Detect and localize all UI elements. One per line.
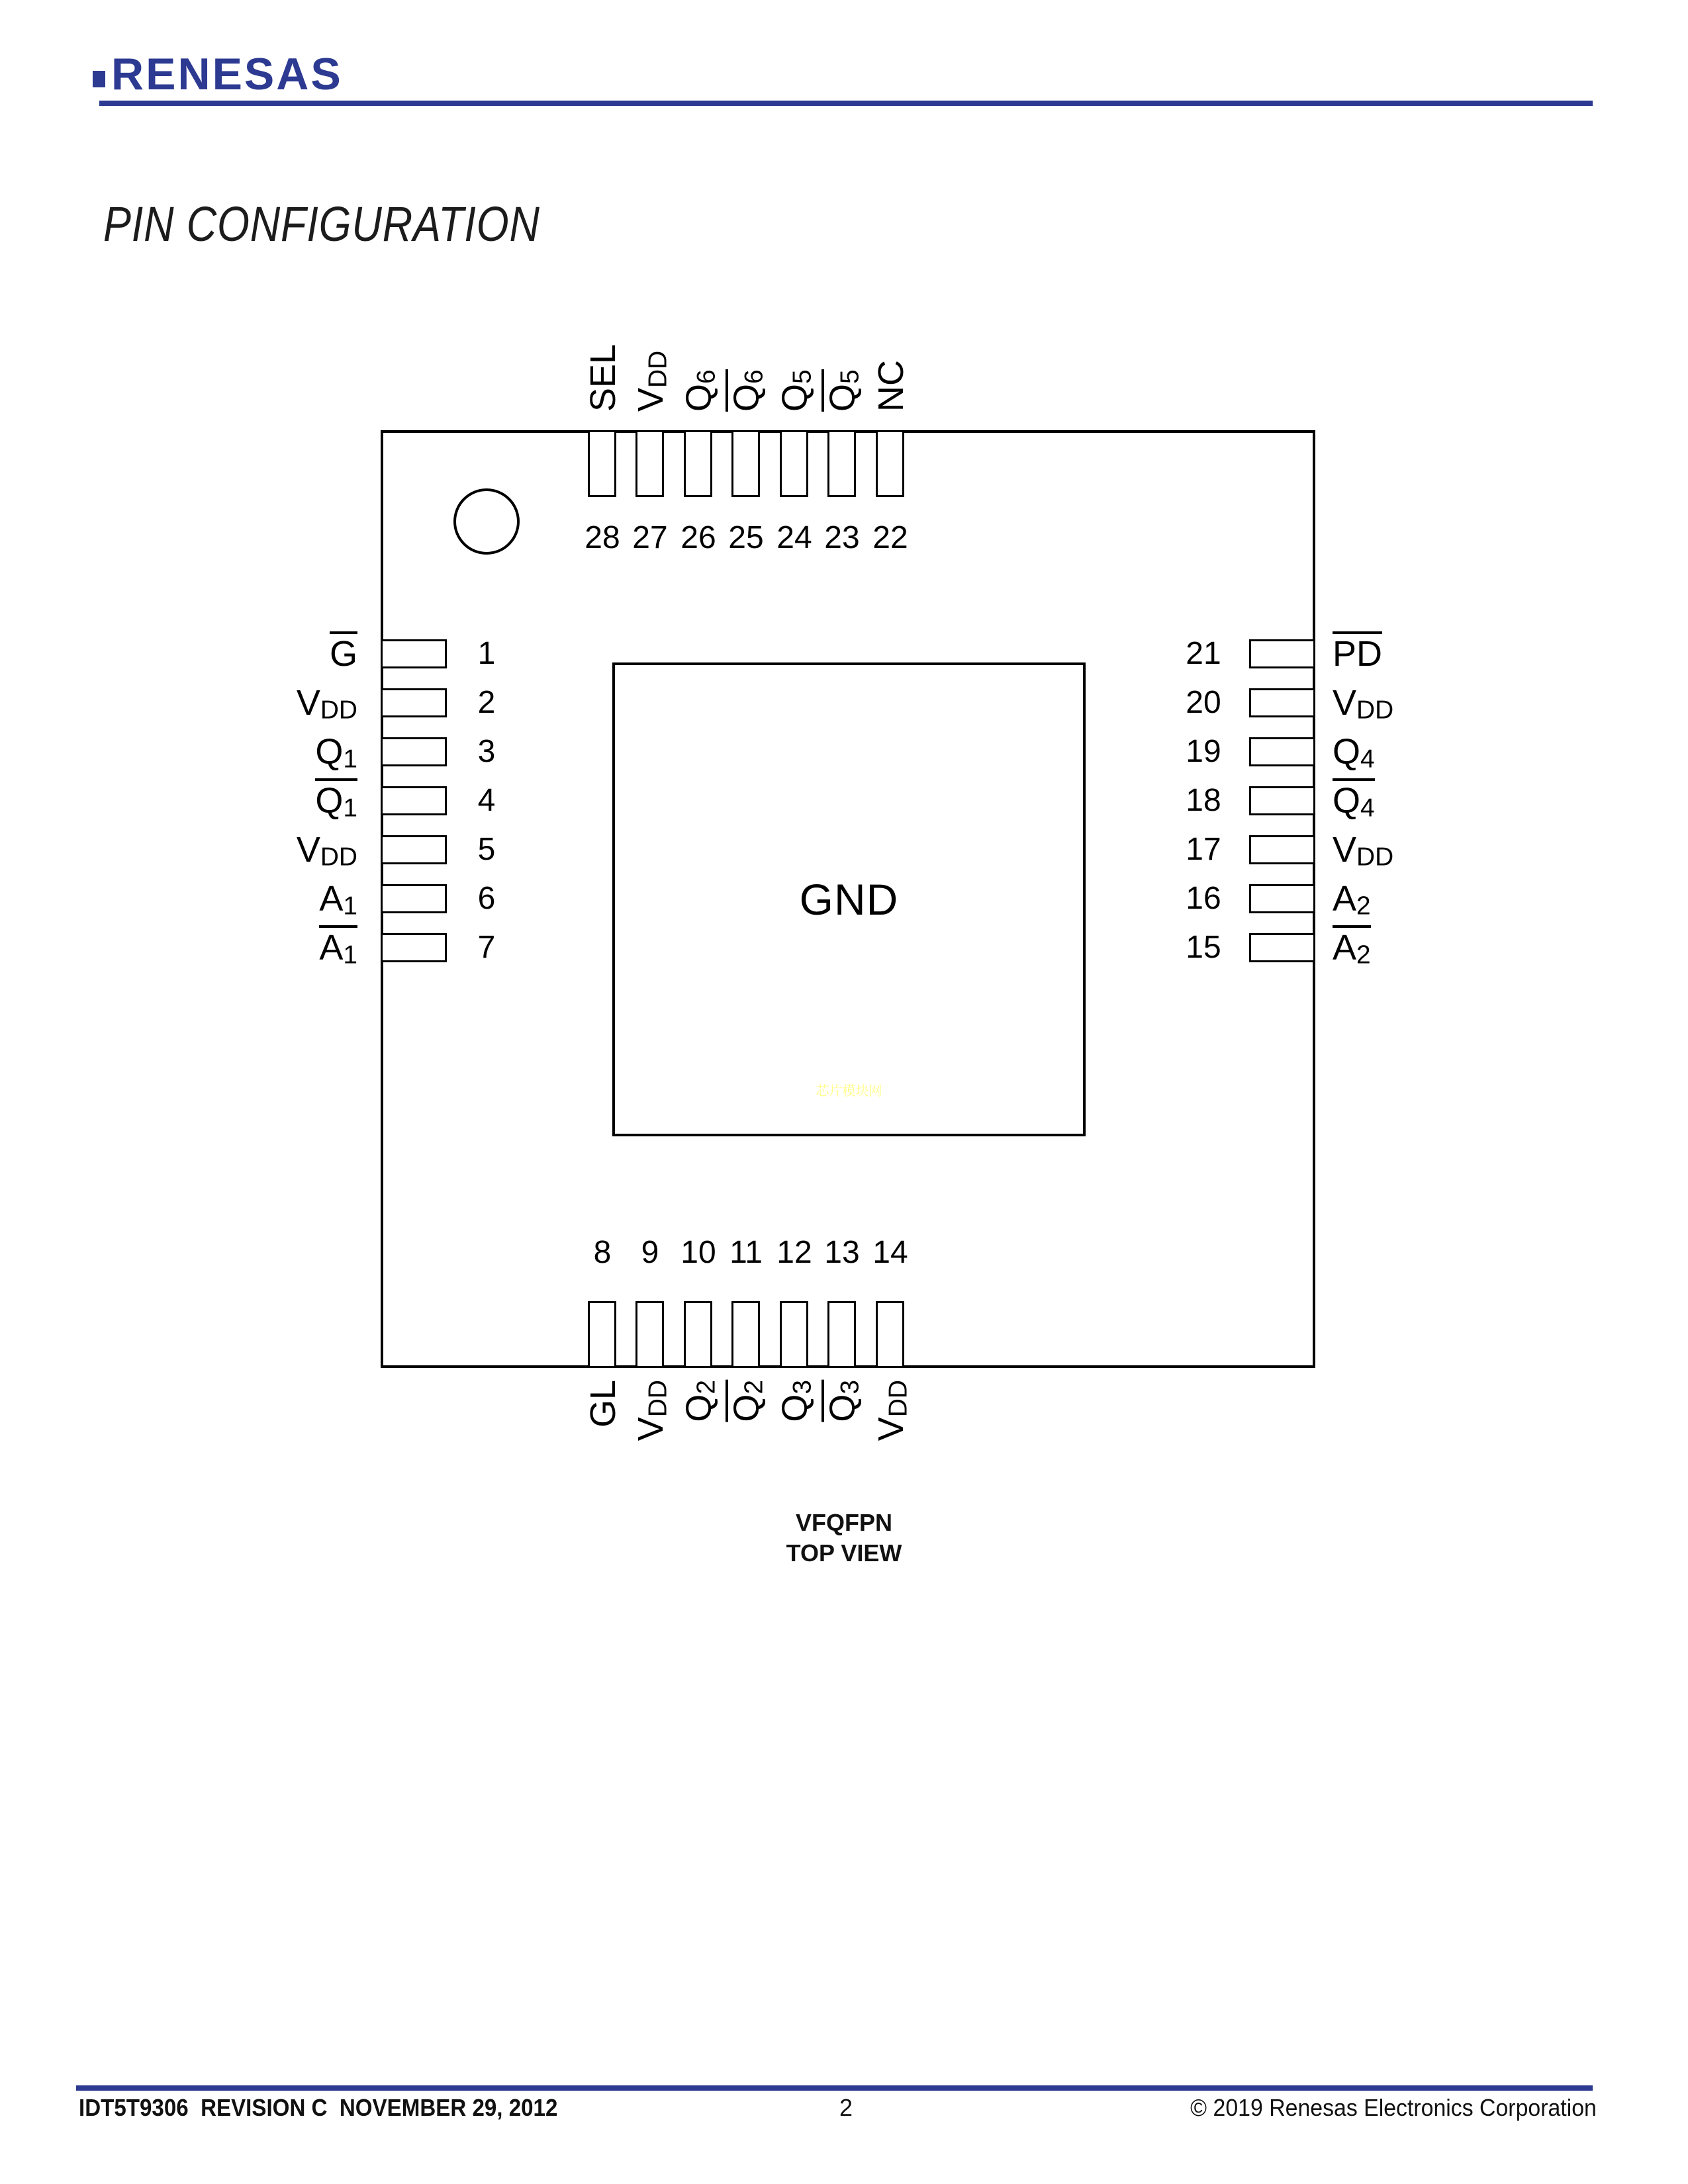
pin-label-20: $V_{DD}$ (1333, 683, 1394, 725)
pin-box-12 (780, 1301, 808, 1368)
pin-box-15 (1249, 933, 1315, 962)
pin-label-1: G (329, 634, 357, 674)
pin-box-13 (827, 1301, 856, 1368)
pin-label-11: $Q_2$ (727, 1380, 769, 1422)
pin-number-3: 3 (477, 734, 496, 769)
pin-number-22: 22 (872, 520, 908, 555)
pin-number-13: 13 (824, 1235, 860, 1270)
pin-box-4 (381, 786, 447, 815)
pin-number-27: 27 (632, 520, 668, 555)
pin-label-24: $Q_5$ (775, 369, 817, 412)
footer-rule (76, 2085, 1593, 2091)
pin-number-16: 16 (1186, 881, 1221, 916)
pin-box-3 (381, 737, 447, 766)
pin-box-24 (780, 430, 808, 497)
pin-label-14: $V_{DD}$ (871, 1380, 913, 1441)
exposed-pad-outline (612, 662, 1086, 1136)
pin-number-18: 18 (1186, 783, 1221, 818)
pin-box-16 (1249, 884, 1315, 913)
pin-box-27 (635, 430, 664, 497)
pin-box-9 (635, 1301, 664, 1368)
logo-mark-icon (93, 71, 105, 87)
pin1-indicator-circle (453, 488, 520, 555)
pin-box-14 (876, 1301, 904, 1368)
pin-label-7: $A_1$ (319, 928, 357, 970)
header-rule (99, 101, 1593, 106)
pin-box-6 (381, 884, 447, 913)
pin-label-28: SEL (583, 343, 623, 412)
pin-number-11: 11 (729, 1235, 763, 1270)
pin-label-16: $A_2$ (1333, 879, 1371, 921)
pin-number-9: 9 (641, 1235, 659, 1270)
pin-label-23: $Q_5$ (823, 369, 865, 412)
pin-number-24: 24 (776, 520, 812, 555)
pin-number-15: 15 (1186, 930, 1221, 965)
pin-label-8: GL (583, 1380, 623, 1428)
pin-number-17: 17 (1186, 832, 1221, 867)
pin-number-12: 12 (776, 1235, 812, 1270)
pin-box-25 (731, 430, 760, 497)
pin-label-12: $Q_3$ (775, 1380, 817, 1422)
pin-number-14: 14 (872, 1235, 908, 1270)
pin-label-4: $Q_1$ (315, 781, 357, 823)
logo-text: RENESAS (111, 49, 343, 99)
package-name: VFQFPN (795, 1509, 892, 1536)
pin-box-26 (684, 430, 712, 497)
pin-box-20 (1249, 688, 1315, 717)
package-view: TOP VIEW (786, 1539, 902, 1567)
pin-number-6: 6 (477, 881, 496, 916)
footer-page-number: 2 (839, 2094, 853, 2121)
pin-box-17 (1249, 835, 1315, 864)
pin-number-19: 19 (1186, 734, 1221, 769)
pin-number-25: 25 (728, 520, 764, 555)
pin-label-26: $Q_6$ (679, 369, 721, 412)
footer-copyright: © 2019 Renesas Electronics Corporation (1190, 2094, 1597, 2121)
pin-label-25: $Q_6$ (727, 369, 769, 412)
pin-label-10: $Q_2$ (679, 1380, 721, 1422)
pin-box-5 (381, 835, 447, 864)
pin-label-27: $V_{DD}$ (631, 350, 673, 412)
pin-label-13: $Q_3$ (823, 1380, 865, 1422)
pin-number-4: 4 (477, 783, 496, 818)
pin-number-10: 10 (680, 1235, 716, 1270)
pin-label-22: NC (871, 360, 911, 412)
pin-number-7: 7 (477, 930, 496, 965)
pin-box-1 (381, 639, 447, 668)
pin-box-7 (381, 933, 447, 962)
pin-number-5: 5 (477, 832, 496, 867)
pin-label-2: $V_{DD}$ (296, 683, 357, 725)
pin-label-15: $A_2$ (1333, 928, 1371, 970)
pin-box-23 (827, 430, 856, 497)
pin-box-2 (381, 688, 447, 717)
pin-box-19 (1249, 737, 1315, 766)
gnd-label: GND (799, 875, 899, 924)
pin-number-1: 1 (477, 636, 496, 671)
pin-number-8: 8 (593, 1235, 612, 1270)
pin-number-26: 26 (680, 520, 716, 555)
pin-label-19: $Q_4$ (1333, 732, 1375, 774)
pin-label-3: $Q_1$ (315, 732, 357, 774)
pin-label-9: $V_{DD}$ (631, 1380, 673, 1441)
pin-box-11 (731, 1301, 760, 1368)
pin-box-8 (588, 1301, 616, 1368)
pin-number-21: 21 (1186, 636, 1221, 671)
pin-number-20: 20 (1186, 685, 1221, 720)
pin-box-10 (684, 1301, 712, 1368)
pin-box-21 (1249, 639, 1315, 668)
pin-label-18: $Q_4$ (1333, 781, 1375, 823)
pin-box-28 (588, 430, 616, 497)
package-name-block (712, 1508, 976, 1569)
footer-doc-id: IDT5T9306 REVISION C NOVEMBER 29, 2012 (79, 2094, 558, 2121)
pin-box-18 (1249, 786, 1315, 815)
pin-label-5: $V_{DD}$ (296, 830, 357, 872)
watermark: 芯片模块网 (816, 1084, 882, 1099)
renesas-logo (93, 49, 343, 99)
pin-number-28: 28 (585, 520, 620, 555)
page-title: PIN CONFIGURATION (103, 197, 540, 251)
pin-label-6: $A_1$ (319, 879, 357, 921)
pin-label-17: $V_{DD}$ (1333, 830, 1394, 872)
pin-box-22 (876, 430, 904, 497)
pin-number-23: 23 (824, 520, 860, 555)
pin-number-2: 2 (477, 685, 496, 720)
pin-label-21: PD (1333, 634, 1383, 674)
